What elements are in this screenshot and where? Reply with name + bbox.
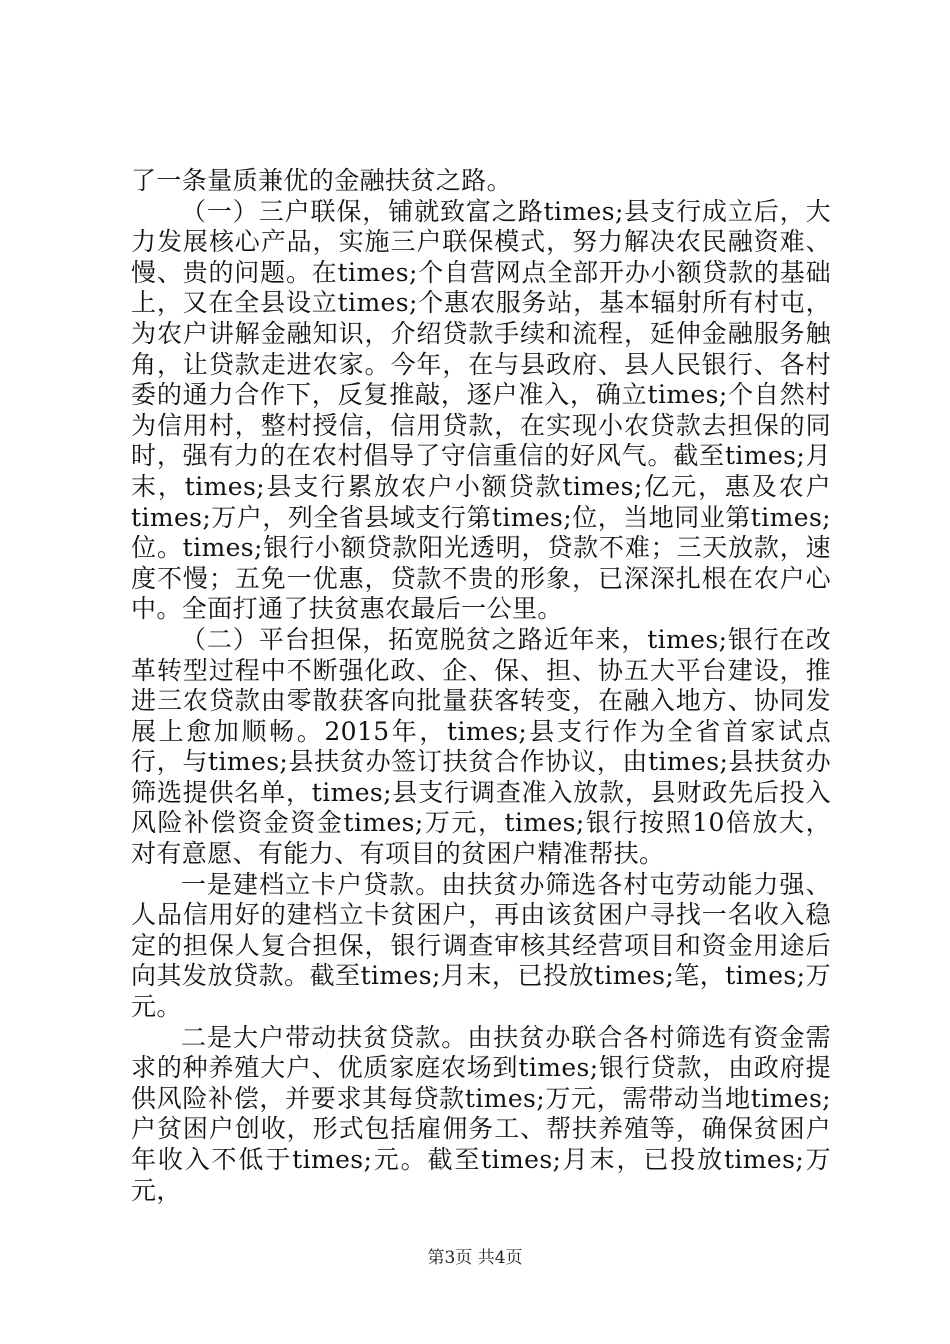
paragraph-large-household-loans: 二是大户带动扶贫贷款。由扶贫办联合各村筛选有资金需求的种养殖大户、优质家庭农场到times;银行贷款，由政府提供风险补偿，并要求其每贷款times;万元，需带动当地times;户贫困户创收，形式包括雇佣务工、帮扶养殖等，确保贫困户年收入不低于times;元。截至times;月末，已投放times;万元， [131, 1022, 831, 1205]
paragraph-platform-guarantee: （二）平台担保，拓宽脱贫之路近年来，times;银行在改革转型过程中不断强化政、企、保、担、协五大平台建设，推进三农贷款由零散获客向批量获客转变，在融入地方、协同发展上愈加顺畅。2015年，times;县支行作为全省首家试点行，与times;县扶贫办签订扶贫合作协议，由times;县扶贫办筛选提供名单，times;县支行调查准入放款，县财政先后投入风险补偿资金资金times;万元，times;银行按照10倍放大，对有意愿、有能力、有项目的贫困户精准帮扶。 [131, 624, 831, 869]
body-text [131, 166, 831, 1206]
paragraph-three-household-guarantee: （一）三户联保，铺就致富之路times;县支行成立后，大力发展核心产品，实施三户联保模式，努力解决农民融资难、慢、贵的问题。在times;个自营网点全部开办小额贷款的基础上，又在全县设立times;个惠农服务站，基本辐射所有村屯，为农户讲解金融知识，介绍贷款手续和流程，延伸金融服务触角，让贷款走进农家。今年，在与县政府、县人民银行、各村委的通力合作下，反复推敲，逐户准入，确立times;个自然村为信用村，整村授信，信用贷款，在实现小农贷款去担保的同时，强有力的在农村倡导了守信重信的好风气。截至times;月末，times;县支行累放农户小额贷款times;亿元，惠及农户times;万户，列全省县域支行第times;位，当地同业第times;位。times;银行小额贷款阳光透明，贷款不难；三天放款，速度不慢；五免一优惠，贷款不贵的形象，已深深扎根在农户心中。全面打通了扶贫惠农最后一公里。 [131, 196, 831, 624]
paragraph-continuation: 了一条量质兼优的金融扶贫之路。 [131, 166, 513, 195]
page-number-footer: 第3页 共4页 [427, 1248, 523, 1268]
paragraph-registered-household-loans: 一是建档立卡户贷款。由扶贫办筛选各村屯劳动能力强、人品信用好的建档立卡贫困户，再由该贫困户寻找一名收入稳定的担保人复合担保，银行调查审核其经营项目和资金用途后向其发放贷款。截至times;月末，已投放times;笔，times;万元。 [131, 869, 831, 1022]
